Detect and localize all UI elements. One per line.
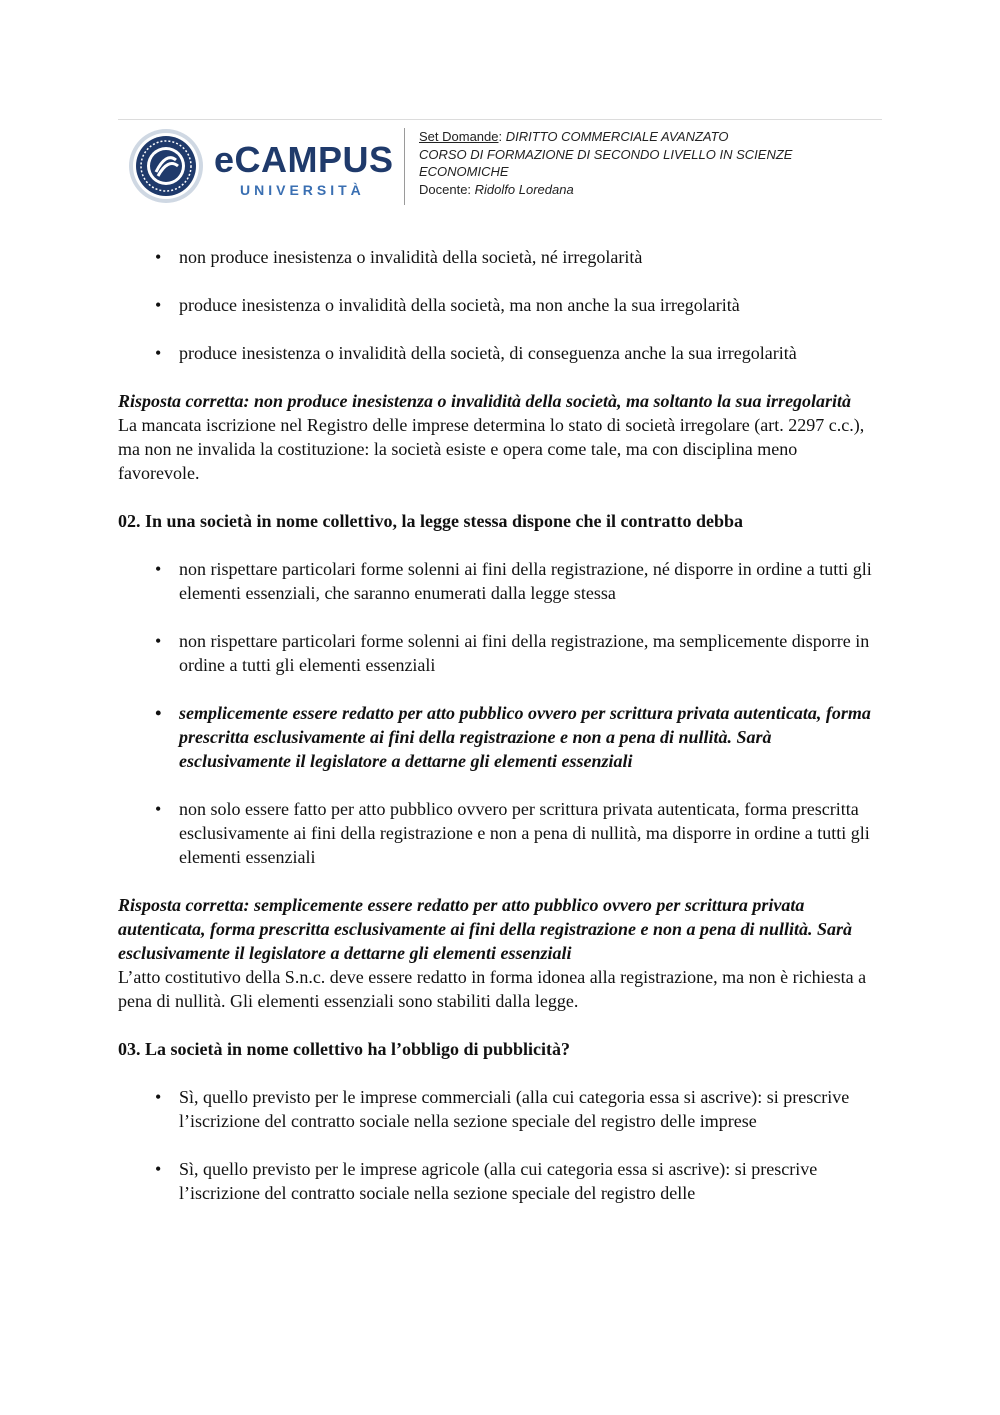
q01-option: • non produce inesistenza o invalidità della società, né irregolarità [118, 245, 882, 269]
q01-option: • produce inesistenza o invalidità della società, di conseguenza anche la sua irregolarità [118, 341, 882, 365]
q02-question: 02. In una società in nome collettivo, la legge stessa dispone che il contratto debba [118, 511, 743, 531]
q01-explanation: La mancata iscrizione nel Registro delle imprese determina lo stato di società irregolare (art. 2297 c.c.), ma non ne invalida la costituzione: la società esiste e opera come tale, ma con disciplina meno favorevole. [118, 415, 865, 483]
q03-question: 03. La società in nome collettivo ha l’obbligo di pubblicità? [118, 1039, 571, 1059]
university-seal-icon [128, 128, 204, 204]
q03-option: • Sì, quello previsto per le imprese agricole (alla cui categoria essa si ascrive): si prescrive l’iscrizione del contratto sociale nella sezione speciale del registro delle [118, 1157, 882, 1205]
teacher-label: Docente [419, 181, 468, 197]
set-label: Set Domande [419, 129, 499, 144]
ecampus-logo [128, 128, 392, 200]
q02-option-correct: • semplicemente essere redatto per atto pubblico ovvero per scrittura privata autenticata, forma prescritta esclusivamente ai fini della registrazione e non a pena di nullità. Sarà esclusivamente il legislatore a dettarne gli elementi essenziali [118, 701, 882, 773]
set-line: Set Domande: DIRITTO COMMERCIALE AVANZATO [419, 129, 729, 144]
course-title: CORSO DI FORMAZIONE DI SECONDO LIVELLO IN SCIENZE ECONOMICHE [419, 146, 793, 179]
course-info [419, 128, 859, 198]
teacher-line: Docente: Ridolfo Loredana [419, 181, 574, 197]
q02-option: • non rispettare particolari forme solenni ai fini della registrazione, ma semplicemente disporre in ordine a tutti gli elementi essenziali [118, 629, 882, 677]
q01-option: • produce inesistenza o invalidità della società, ma non anche la sua irregolarità [118, 293, 882, 317]
q02-options [118, 557, 882, 869]
q01-options [118, 245, 882, 365]
set-value: DIRITTO COMMERCIALE AVANZATO [505, 129, 729, 144]
q02-option: • non rispettare particolari forme solenni ai fini della registrazione, né disporre in ordine a tutti gli elementi essenziali, che saranno enumerati dalla legge stessa [118, 557, 882, 605]
header-divider [118, 119, 882, 120]
q03-option: • Sì, quello previsto per le imprese commerciali (alla cui categoria essa si ascrive): si prescrive l’iscrizione del contratto sociale nella sezione speciale del registro delle imprese [118, 1085, 882, 1133]
logo-subtitle: UNIVERSITÀ [240, 182, 365, 198]
q02-explanation: L’atto costitutivo della S.n.c. deve essere redatto in forma idonea alla registrazione, ma non è richiesta a pena di nullità. Gli elementi essenziali sono stabiliti dalla legge. [118, 967, 867, 1011]
q01-correct-answer: Risposta corretta: non produce inesistenza o invalidità della società, ma soltanto la sua irregolarità [118, 391, 852, 411]
document-body [118, 245, 882, 1229]
q02-option: • non solo essere fatto per atto pubblico ovvero per scrittura privata autenticata, forma prescritta esclusivamente ai fini della registrazione e non a pena di nullità, ma disporre in ordine a tutti gli elementi essenziali [118, 797, 882, 869]
teacher-value: Ridolfo Loredana [474, 181, 574, 197]
q03-options [118, 1085, 882, 1205]
q02-correct-answer: Risposta corretta: semplicemente essere redatto per atto pubblico ovvero per scrittura privata autenticata, forma prescritta esclusivamente ai fini della registrazione e non a pena di nullità. Sarà esclusivamente il legislatore a dettarne gli elementi essenziali [118, 895, 853, 963]
header-vertical-divider [404, 128, 405, 205]
logo-wordmark: eCAMPUS [214, 139, 394, 180]
